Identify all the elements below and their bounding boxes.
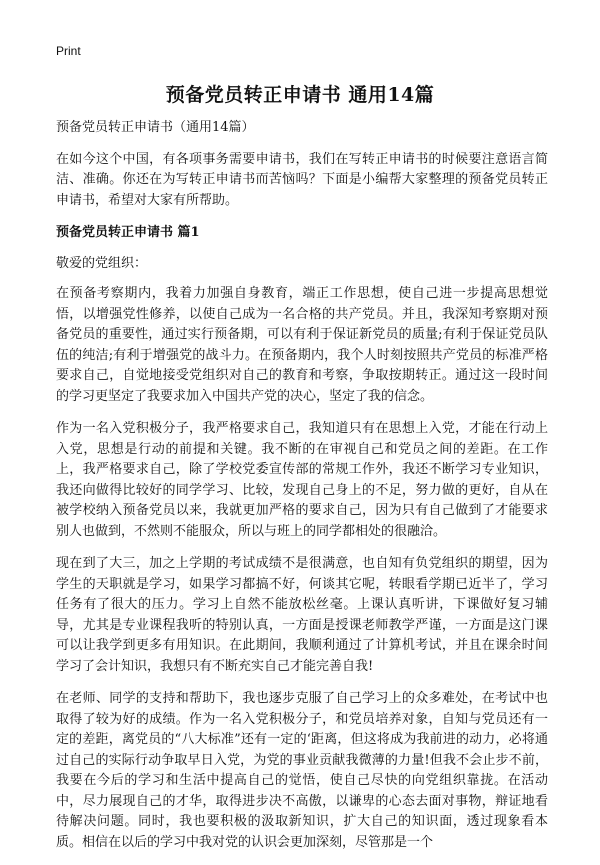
document-subtitle: 预备党员转正申请书（通用14篇） [56,120,255,135]
intro-paragraph: 在如今这个中国，有各项事务需要申请书，我们在写转正申请书的时候要注意语言简洁、准确。你还在为写转正申请书而苦恼吗？下面是小编帮大家整理的预备党员转正申请书，希望对大家有所帮助。 [56,151,548,208]
letter-greeting: 敬爱的党组织： [56,255,148,271]
page-title: 预备党员转正申请书 通用14篇 [165,84,435,106]
body-paragraph-1: 在预备考察期内，我着力加强自身教育，端正工作思想，使自己进一步提高思想觉悟，以增强党性修养，以使自己成为一名合格的共产党员。并且，我深知考察期对预备党员的重要性，通过实行预备期，可以有利于保证新党员的质量;有利于保证党员队伍的纯洁;有利于增强党的战斗力。在预备期内，我个人时刻按照共产党员的标准严格要求自己，自觉地接受党组织对自己的教育和考察，争取按期转正。通过这一段时间的学习更坚定了我要求加入中国共产党的决心，坚定了我的信念。 [56,286,548,404]
body-paragraph-4: 在老师、同学的支持和帮助下，我也逐步克服了自己学习上的众多难处，在考试中也取得了较为好的成绩。作为一名入党积极分子，和党员培养对象，自知与党员还有一定的差距，离党员的“八大标准”还有一定的‘距离，但这将成为我前进的动力，必将通过自己的实际行动争取早日入党，为党的事业贡献我微薄的力量!但我不会止步不前，我要在今后的学习和生活中提高自己的觉悟，使自己尽快的向党组织靠拢。在活动中，尽力展现自己的才华，取得进步决不高傲，以谦卑的心态去面对事物，辩证地看待解决问题。同时，我也要积极的汲取新知识，扩大自己的知识面，透过现象看本质。相信在以后的学习中我对党的认识会更加深刻，尽管那是一个 [56,691,548,850]
body-paragraph-2: 作为一名入党积极分子，我严格要求自己，我知道只有在思想上入党，才能在行动上入党，思想是行动的前提和关键。我不断的在审视自己和党员之间的差距。在工作上，我严格要求自己，除了学校党委宣传部的常规工作外，我还不断学习专业知识，我还向做得比较好的同学学习、比较，发现自己身上的不足，努力做的更好，自从在被学校纳入预备党员以来，我就更加严格的要求自己，因为只有自己做到了才能要求别人也做到，不然则不能服众，所以与班上的同学都相处的很融洽。 [56,421,548,539]
section-heading: 预备党员转正申请书 篇1 [56,225,200,240]
document-body [56,118,548,865]
print-link[interactable]: Print [56,44,81,58]
body-paragraph-3: 现在到了大三，加之上学期的考试成绩不是很满意，也自知有负党组织的期望，因为学生的天职就是学习，如果学习都搞不好，何谈其它呢，转眼看学期已近半了，学习任务有了很大的压力。学习上自然不能放松丝毫。上课认真听讲，下课做好复习辅导，尤其是专业课程我听的特别认真，一方面是授课老师教学严谨，一方面是这门课可以让我学到更多有用知识。在此期间，我顺利通过了计算机考试，并且在课余时间学习了会计知识，我想只有不断充实自己才能完善自我! [56,556,548,674]
